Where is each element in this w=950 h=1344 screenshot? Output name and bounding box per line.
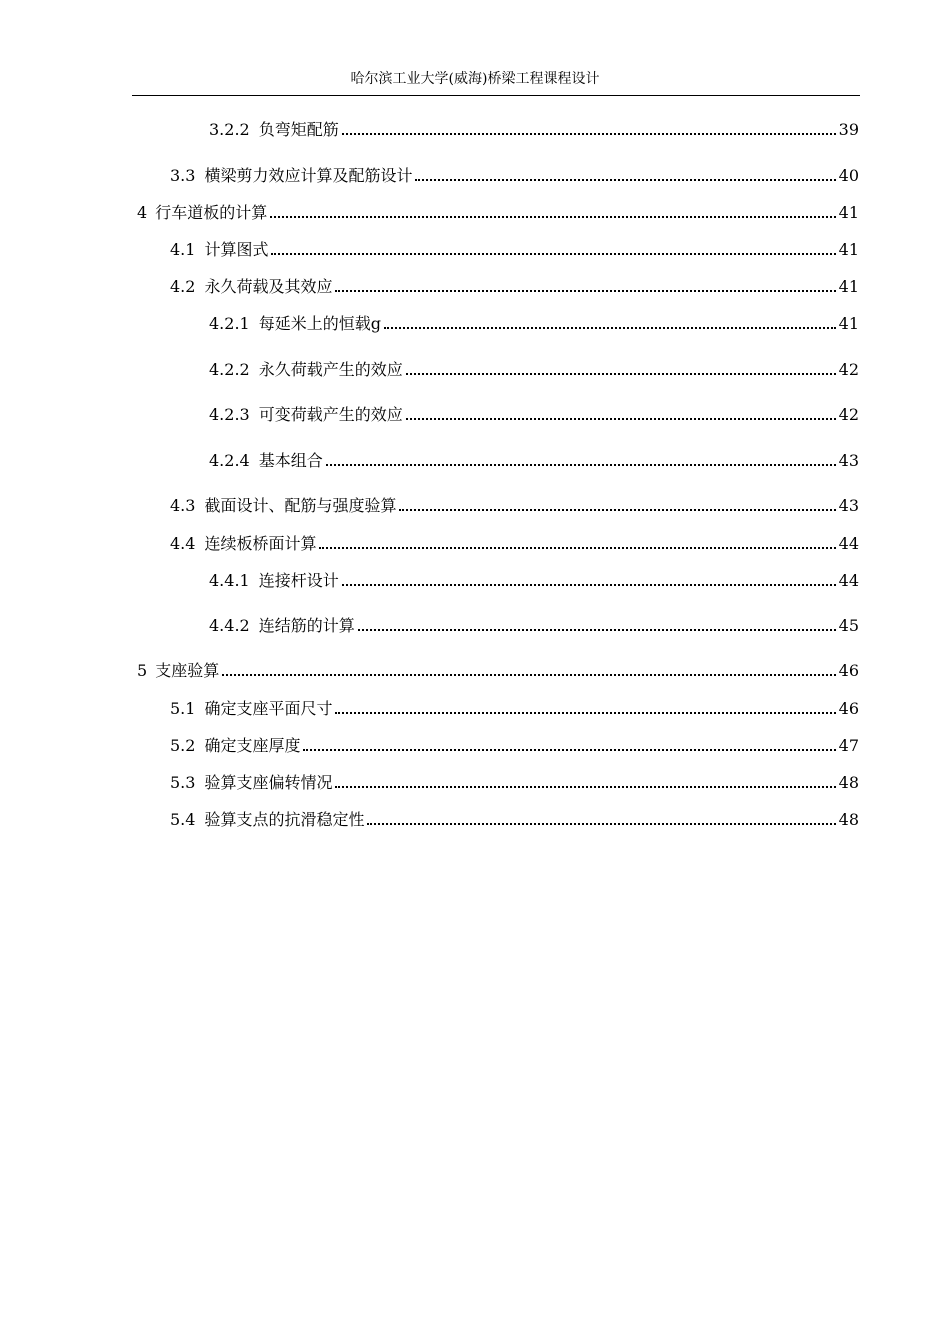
- toc-entry-page: 47: [838, 736, 859, 755]
- toc-entry-4-2[interactable]: [170, 275, 859, 297]
- toc-entry-5-4[interactable]: [170, 808, 859, 830]
- toc-leader-dots: [335, 290, 835, 292]
- toc-entry-number: 3.2.2: [209, 120, 250, 139]
- toc-entry-5-1[interactable]: [170, 697, 859, 719]
- toc-entry-title: 确定支座平面尺寸: [204, 699, 333, 718]
- toc-entry-title: 计算图式: [204, 240, 269, 259]
- toc-entry-title: 确定支座厚度: [204, 736, 301, 755]
- toc-entry-4-1[interactable]: [170, 238, 859, 260]
- toc-entry-page: 39: [838, 120, 859, 139]
- toc-entry-number: 5.1: [170, 699, 196, 718]
- toc-leader-dots: [406, 418, 836, 420]
- toc-entry-title: 连接杆设计: [258, 571, 339, 590]
- toc-entry-number: 4.2.3: [209, 405, 250, 424]
- toc-entry-4[interactable]: [137, 201, 859, 223]
- toc-entry-page: 45: [838, 616, 859, 635]
- toc-entry-page: 41: [838, 203, 859, 222]
- toc-leader-dots: [271, 253, 835, 255]
- toc-entry-number: 4.2.1: [209, 314, 250, 333]
- toc-entry-title: 永久荷载产生的效应: [258, 360, 403, 379]
- page-header: 哈尔滨工业大学(威海)桥梁工程课程设计: [350, 71, 600, 87]
- toc-entry-title: 可变荷载产生的效应: [258, 405, 403, 424]
- toc-entry-3-2-2[interactable]: [209, 118, 859, 140]
- toc-entry-number: 5.4: [170, 810, 196, 829]
- toc-leader-dots: [406, 373, 836, 375]
- toc-entry-4-3[interactable]: [170, 494, 859, 516]
- toc-entry-4-4-1[interactable]: [209, 569, 859, 591]
- toc-entry-4-2-2[interactable]: [209, 358, 859, 380]
- toc-entry-3-3[interactable]: [170, 164, 859, 186]
- toc-entry-5-3[interactable]: [170, 771, 859, 793]
- toc-entry-4-2-3[interactable]: [209, 403, 859, 425]
- toc-entry-page: 43: [838, 451, 859, 470]
- toc-entry-title: 连结筋的计算: [258, 616, 355, 635]
- toc-entry-page: 40: [838, 166, 859, 185]
- toc-entry-page: 48: [838, 773, 859, 792]
- toc-entry-number: 4.1: [170, 240, 196, 259]
- toc-entry-4-2-4[interactable]: [209, 449, 859, 471]
- toc-entry-page: 41: [838, 314, 859, 333]
- toc-entry-number: 5.2: [170, 736, 196, 755]
- toc-leader-dots: [358, 629, 836, 631]
- toc-entry-page: 44: [838, 534, 859, 553]
- toc-entry-title: 行车道板的计算: [155, 203, 268, 222]
- toc-entry-number: 4.4.1: [209, 571, 250, 590]
- toc-leader-dots: [415, 179, 835, 181]
- toc-entry-5[interactable]: [137, 659, 859, 681]
- toc-leader-dots: [319, 547, 835, 549]
- toc-leader-dots: [326, 464, 836, 466]
- toc-entry-page: 48: [838, 810, 859, 829]
- toc-leader-dots: [384, 327, 836, 329]
- toc-entry-page: 41: [838, 240, 859, 259]
- toc-leader-dots: [270, 216, 835, 218]
- toc-leader-dots: [222, 674, 835, 676]
- toc-entry-title: 验算支点的抗滑稳定性: [204, 810, 365, 829]
- toc-entry-page: 46: [838, 661, 859, 680]
- toc-entry-title: 负弯矩配筋: [258, 120, 339, 139]
- toc-entry-4-4[interactable]: [170, 532, 859, 554]
- toc-entry-number: 4.3: [170, 496, 196, 515]
- toc-entry-title: 永久荷载及其效应: [204, 277, 333, 296]
- toc-leader-dots: [399, 509, 835, 511]
- toc-leader-dots: [342, 133, 836, 135]
- toc-entry-page: 42: [838, 360, 859, 379]
- toc-entry-page: 42: [838, 405, 859, 424]
- toc-entry-title: 验算支座偏转情况: [204, 773, 333, 792]
- toc-entry-title: 横梁剪力效应计算及配筋设计: [204, 166, 413, 185]
- toc-leader-dots: [303, 749, 835, 751]
- toc-entry-page: 44: [838, 571, 859, 590]
- toc-entry-number: 3.3: [170, 166, 196, 185]
- toc-entry-title: 截面设计、配筋与强度验算: [204, 496, 397, 515]
- toc-entry-4-2-1[interactable]: [209, 312, 859, 334]
- toc-entry-page: 41: [838, 277, 859, 296]
- toc-entry-4-4-2[interactable]: [209, 614, 859, 636]
- toc-leader-dots: [335, 786, 835, 788]
- toc-entry-5-2[interactable]: [170, 734, 859, 756]
- toc-leader-dots: [335, 712, 835, 714]
- toc-entry-number: 4.4: [170, 534, 196, 553]
- toc-entry-title: 支座验算: [155, 661, 220, 680]
- toc-entry-page: 46: [838, 699, 859, 718]
- toc-entry-number: 4.2: [170, 277, 196, 296]
- toc-entry-number: 5.3: [170, 773, 196, 792]
- toc-entry-number: 4: [137, 203, 148, 222]
- toc-entry-title: 连续板桥面计算: [204, 534, 317, 553]
- toc-entry-page: 43: [838, 496, 859, 515]
- toc-entry-number: 4.4.2: [209, 616, 250, 635]
- toc-entry-number: 4.2.4: [209, 451, 250, 470]
- toc-leader-dots: [342, 584, 836, 586]
- toc-entry-number: 4.2.2: [209, 360, 250, 379]
- toc-leader-dots: [367, 823, 835, 825]
- toc-entry-number: 5: [137, 661, 148, 680]
- toc-entry-title: 基本组合: [258, 451, 323, 470]
- toc-entry-title: 每延米上的恒载g: [258, 314, 381, 333]
